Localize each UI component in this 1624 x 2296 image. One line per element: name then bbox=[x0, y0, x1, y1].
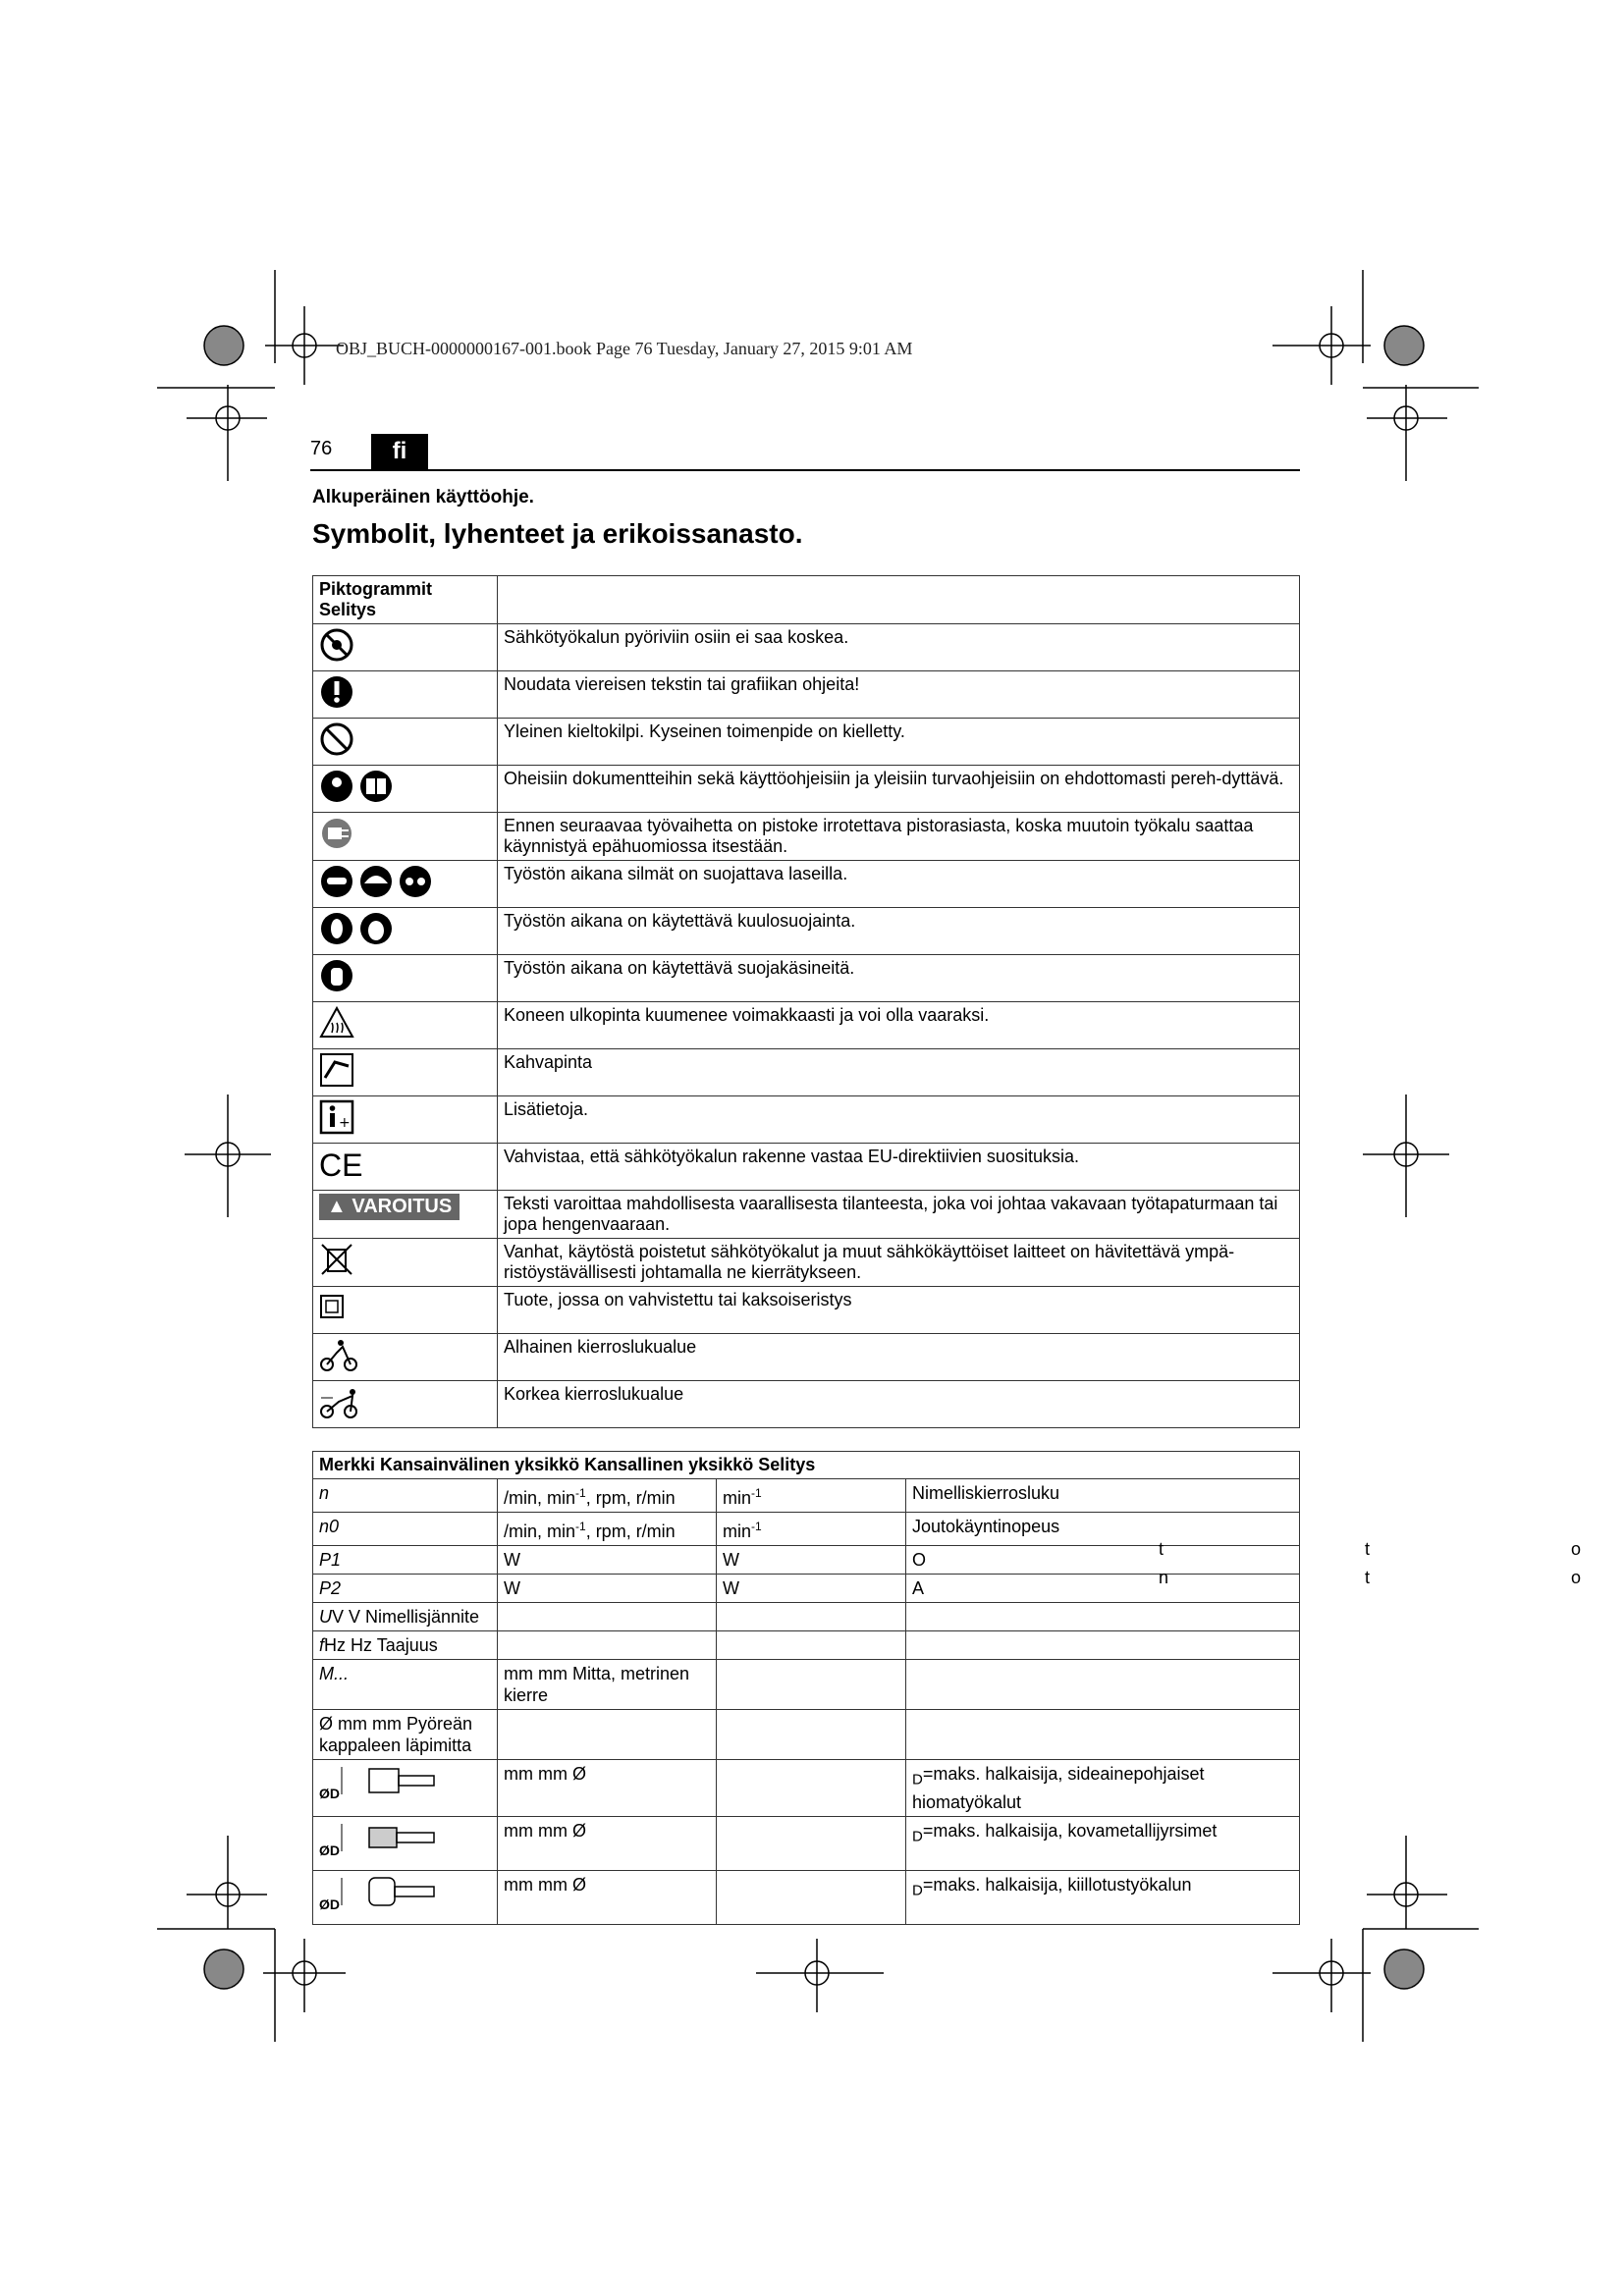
symbol-cell bbox=[717, 1575, 906, 1603]
symbol-description: =maks. halkaisija, kovametallijyrsimet bbox=[922, 1820, 1218, 1841]
pictogram-cell bbox=[313, 1049, 498, 1096]
header-rule bbox=[310, 469, 1300, 471]
stray-char: t bbox=[1365, 1539, 1371, 1559]
page-number: 76 bbox=[310, 438, 333, 459]
symbol-cell bbox=[498, 1546, 717, 1575]
pictogram-cell bbox=[313, 1381, 498, 1428]
pictogram-description: Koneen ulkopinta kuumenee voimakkaasti ja voi olla vaaraksi. bbox=[498, 1002, 1300, 1049]
pictogram-cell bbox=[313, 719, 498, 766]
symbol-cell bbox=[906, 1575, 1300, 1603]
gloves-icon bbox=[319, 958, 362, 993]
symbol-cell bbox=[717, 1710, 906, 1760]
stray-char: t bbox=[1159, 1539, 1164, 1559]
symbol-row bbox=[313, 1546, 1300, 1575]
read-manual-icon bbox=[319, 769, 398, 804]
symbol-letter: n bbox=[319, 1483, 330, 1503]
symbol-full-text: V V Nimellisjännite bbox=[332, 1607, 480, 1627]
grip-surface-icon bbox=[319, 1052, 362, 1088]
symbol-letter: f bbox=[319, 1635, 325, 1655]
pictogram-row bbox=[313, 955, 1300, 1002]
symbol-cell bbox=[717, 1760, 906, 1817]
symbol-row bbox=[313, 1631, 1300, 1660]
desc-sub: D bbox=[912, 1771, 923, 1789]
stray-chars bbox=[1159, 1539, 1164, 1560]
stray-char: t bbox=[1365, 1568, 1371, 1587]
national-unit-sup: -1 bbox=[751, 1520, 762, 1533]
pictogram-description: Tuote, jossa on vahvistettu tai kaksoiseristys bbox=[498, 1287, 1300, 1334]
symbol-cell bbox=[313, 1710, 498, 1760]
pictogram-cell bbox=[313, 1334, 498, 1381]
no-touch-rotating-icon bbox=[319, 627, 362, 663]
symbol-cell bbox=[313, 1603, 498, 1631]
symbol-cell bbox=[906, 1513, 1300, 1546]
symbol-cell bbox=[906, 1710, 1300, 1760]
national-unit: W bbox=[723, 1550, 739, 1570]
pictogram-cell bbox=[313, 861, 498, 908]
hot-surface-icon bbox=[319, 1005, 362, 1041]
pictogram-cell bbox=[313, 1096, 498, 1144]
symbol-cell bbox=[906, 1546, 1300, 1575]
desc-sub: D bbox=[912, 1882, 923, 1899]
polishing-tool-icon bbox=[340, 1874, 438, 1909]
ear-protection-icon bbox=[319, 911, 398, 946]
pictogram-row bbox=[313, 1334, 1300, 1381]
symbol-cell bbox=[498, 1710, 717, 1760]
pictogram-cell bbox=[313, 955, 498, 1002]
national-unit: W bbox=[723, 1578, 739, 1598]
warning-label-icon: ▲ VAROITUS bbox=[319, 1194, 460, 1220]
crop-header-line: OBJ_BUCH-0000000167-001.book Page 76 Tuesday, January 27, 2015 9:01 AM bbox=[336, 339, 913, 358]
pictogram-row bbox=[313, 1144, 1300, 1191]
symbol-cell bbox=[906, 1870, 1300, 1924]
symbol-letter: M... bbox=[319, 1664, 349, 1683]
intl-unit-tail: , rpm, r/min bbox=[585, 1522, 676, 1541]
pictogram-description: Teksti varoittaa mahdollisesta vaarallisesta tilanteesta, joka voi johtaa vakavaan työtapaturmaan tai jopa hengenvaaraan. bbox=[498, 1191, 1300, 1239]
symbol-cell bbox=[313, 1546, 498, 1575]
svg-text:+: + bbox=[339, 1115, 351, 1131]
symbol-cell bbox=[717, 1816, 906, 1870]
symbol-cell bbox=[498, 1760, 717, 1817]
symbol-cell bbox=[906, 1660, 1300, 1710]
pictogram-row bbox=[313, 1049, 1300, 1096]
national-unit: min bbox=[723, 1522, 752, 1541]
symbol-cell bbox=[717, 1660, 906, 1710]
intl-unit-sup: -1 bbox=[575, 1520, 586, 1533]
od-label: ØD bbox=[319, 1896, 340, 1912]
symbol-description: Joutokäyntinopeus bbox=[912, 1517, 1060, 1536]
national-unit: min bbox=[723, 1488, 752, 1508]
stray-char: n bbox=[1159, 1568, 1169, 1587]
double-insulation-icon bbox=[319, 1290, 362, 1325]
pictogram-row bbox=[313, 1002, 1300, 1049]
symbol-row bbox=[313, 1760, 1300, 1817]
pictogram-row bbox=[313, 813, 1300, 861]
symbol-cell bbox=[906, 1603, 1300, 1631]
pictogram-description: Noudata viereisen tekstin tai grafiikan ohjeita! bbox=[498, 671, 1300, 719]
symbol-cell bbox=[313, 1513, 498, 1546]
pictogram-row bbox=[313, 1191, 1300, 1239]
intl-unit: /min, min bbox=[504, 1522, 576, 1541]
pictogram-cell bbox=[313, 813, 498, 861]
intl-unit: W bbox=[504, 1578, 520, 1598]
symbol-cell bbox=[906, 1816, 1300, 1870]
symbol-table bbox=[312, 1451, 1300, 1925]
stray-chars bbox=[1571, 1539, 1581, 1560]
pictogram-description: Työstön aikana on käytettävä kuulosuojainta. bbox=[498, 908, 1300, 955]
stray-char: o bbox=[1571, 1539, 1582, 1559]
low-speed-cyclist-icon bbox=[319, 1337, 362, 1372]
symbol-cell bbox=[498, 1513, 717, 1546]
symbol-row bbox=[313, 1513, 1300, 1546]
attention-icon bbox=[319, 674, 362, 710]
symbol-letter: n0 bbox=[319, 1517, 340, 1536]
intl-unit: mm mm Mitta, metrinen kierre bbox=[504, 1664, 690, 1705]
symbol-cell bbox=[906, 1631, 1300, 1660]
pictogram-row bbox=[313, 719, 1300, 766]
symbol-full-text: Ø mm mm Pyöreän kappaleen läpimitta bbox=[319, 1714, 473, 1755]
stray-char: o bbox=[1571, 1568, 1582, 1587]
intl-unit: mm mm Ø bbox=[504, 1874, 586, 1895]
pictogram-description: Lisätietoja. bbox=[498, 1096, 1300, 1144]
high-speed-cyclist-icon bbox=[319, 1384, 362, 1419]
symbol-cell bbox=[498, 1575, 717, 1603]
pictogram-cell bbox=[313, 766, 498, 813]
symbol-description: =maks. halkaisija, kiillotustyökalun bbox=[922, 1874, 1192, 1895]
symbol-description: O bbox=[912, 1550, 927, 1570]
symbol-cell bbox=[313, 1631, 498, 1660]
section-heading: Symbolit, lyhenteet ja erikoissanasto. bbox=[312, 518, 803, 549]
symbol-letter: U bbox=[319, 1607, 332, 1627]
symbol-cell bbox=[498, 1660, 717, 1710]
carbide-burr-icon bbox=[340, 1820, 438, 1855]
pictogram-description: Vahvistaa, että sähkötyökalun rakenne vastaa EU-direktiivien suosituksia. bbox=[498, 1144, 1300, 1191]
pictogram-row bbox=[313, 861, 1300, 908]
symbol-row bbox=[313, 1479, 1300, 1513]
symbol-cell bbox=[717, 1870, 906, 1924]
pictogram-description: Korkea kierroslukualue bbox=[498, 1381, 1300, 1428]
symbol-row bbox=[313, 1603, 1300, 1631]
intl-unit-sup: -1 bbox=[575, 1486, 586, 1500]
pictogram-row bbox=[313, 1381, 1300, 1428]
col-header-explanation bbox=[498, 576, 1300, 624]
pictogram-row bbox=[313, 1239, 1300, 1287]
pictogram-row bbox=[313, 766, 1300, 813]
svg-text:CE: CE bbox=[319, 1148, 363, 1182]
symbol-cell bbox=[498, 1816, 717, 1870]
language-badge: fi bbox=[371, 434, 428, 469]
symbol-cell bbox=[313, 1479, 498, 1513]
symbol-cell bbox=[906, 1760, 1300, 1817]
od-label: ØD bbox=[319, 1786, 340, 1801]
od-label: ØD bbox=[319, 1842, 340, 1858]
pictogram-description: Työstön aikana on käytettävä suojakäsineitä. bbox=[498, 955, 1300, 1002]
symbol-row bbox=[313, 1575, 1300, 1603]
symbol-cell bbox=[313, 1660, 498, 1710]
intl-unit: /min, min bbox=[504, 1488, 576, 1508]
pictogram-row bbox=[313, 624, 1300, 671]
symbol-cell bbox=[498, 1631, 717, 1660]
pictogram-cell bbox=[313, 1287, 498, 1334]
stray-chars bbox=[1571, 1568, 1581, 1588]
symbol-table-header-text: Merkki Kansainvälinen yksikkö Kansallinen yksikkö Selitys bbox=[313, 1452, 1300, 1479]
weee-bin-icon bbox=[319, 1242, 362, 1277]
symbol-row bbox=[313, 1660, 1300, 1710]
symbol-row bbox=[313, 1710, 1300, 1760]
symbol-row bbox=[313, 1870, 1300, 1924]
pictogram-description: Työstön aikana silmät on suojattava laseilla. bbox=[498, 861, 1300, 908]
national-unit-sup: -1 bbox=[751, 1486, 762, 1500]
symbol-cell bbox=[906, 1479, 1300, 1513]
pictogram-table bbox=[312, 575, 1300, 1428]
desc-sub: D bbox=[912, 1828, 923, 1845]
pictogram-cell bbox=[313, 1239, 498, 1287]
pictogram-description: Alhainen kierroslukualue bbox=[498, 1334, 1300, 1381]
pictogram-cell bbox=[313, 1144, 498, 1191]
symbol-cell bbox=[717, 1513, 906, 1546]
pictogram-description: Ennen seuraavaa työvaihetta on pistoke irrotettava pistorasiasta, koska muutoin työkalu saattaa käynnistyä epähuomiossa itsestään. bbox=[498, 813, 1300, 861]
symbol-cell bbox=[717, 1546, 906, 1575]
pictogram-description: Sähkötyökalun pyöriviin osiin ei saa koskea. bbox=[498, 624, 1300, 671]
pictogram-cell bbox=[313, 624, 498, 671]
symbol-cell bbox=[313, 1870, 498, 1924]
pictogram-row bbox=[313, 671, 1300, 719]
intl-unit: mm mm Ø bbox=[504, 1764, 586, 1784]
pictogram-description: Vanhat, käytöstä poistetut sähkötyökalut ja muut sähkökäyttöiset laitteet on hävitettävä ympä-ristöystävällisesti johtamalla ne kierrätykseen. bbox=[498, 1239, 1300, 1287]
symbol-full-text: Hz Hz Taajuus bbox=[324, 1635, 438, 1655]
symbol-cell bbox=[498, 1603, 717, 1631]
pictogram-cell bbox=[313, 671, 498, 719]
unplug-icon bbox=[319, 816, 362, 851]
symbol-cell bbox=[717, 1631, 906, 1660]
symbol-description: Nimelliskierrosluku bbox=[912, 1483, 1060, 1503]
prohibition-icon bbox=[319, 721, 362, 757]
pictogram-description: Yleinen kieltokilpi. Kyseinen toimenpide on kielletty. bbox=[498, 719, 1300, 766]
symbol-cell bbox=[313, 1575, 498, 1603]
symbol-cell bbox=[313, 1760, 498, 1817]
intl-unit-tail: , rpm, r/min bbox=[585, 1488, 676, 1508]
stray-chars bbox=[1365, 1539, 1370, 1560]
ce-mark-icon bbox=[319, 1147, 368, 1182]
pictogram-row bbox=[313, 908, 1300, 955]
symbol-description: A bbox=[912, 1578, 925, 1598]
symbol-cell bbox=[717, 1479, 906, 1513]
stray-chars bbox=[1159, 1568, 1168, 1588]
symbol-letter: P1 bbox=[319, 1550, 342, 1570]
pictogram-cell bbox=[313, 1191, 498, 1239]
grinding-bit-icon bbox=[340, 1763, 438, 1798]
pictogram-description: Kahvapinta bbox=[498, 1049, 1300, 1096]
info-icon bbox=[319, 1099, 362, 1135]
symbol-cell bbox=[498, 1479, 717, 1513]
stray-chars bbox=[1365, 1568, 1370, 1588]
symbol-table-header bbox=[313, 1452, 1300, 1479]
col-header-pictograms: Piktogrammit Selitys bbox=[313, 576, 498, 624]
pictogram-table-header bbox=[313, 576, 1300, 624]
pictogram-row bbox=[313, 1096, 1300, 1144]
pictogram-cell bbox=[313, 1002, 498, 1049]
intl-unit: W bbox=[504, 1550, 520, 1570]
symbol-row bbox=[313, 1816, 1300, 1870]
document-subtitle: Alkuperäinen käyttöohje. bbox=[312, 487, 534, 507]
symbol-cell bbox=[498, 1870, 717, 1924]
symbol-cell bbox=[717, 1603, 906, 1631]
pictogram-cell bbox=[313, 908, 498, 955]
pictogram-row bbox=[313, 1287, 1300, 1334]
symbol-description: =maks. halkaisija, sideainepohjaiset hiomatyökalut bbox=[912, 1764, 1205, 1812]
symbol-letter: P2 bbox=[319, 1578, 342, 1598]
pictogram-description: Oheisiin dokumentteihin sekä käyttöohjeisiin ja yleisiin turvaohjeisiin on ehdottomasti pereh-dyttävä. bbox=[498, 766, 1300, 813]
eye-protection-icon bbox=[319, 864, 437, 899]
symbol-cell bbox=[313, 1816, 498, 1870]
intl-unit: mm mm Ø bbox=[504, 1820, 586, 1841]
